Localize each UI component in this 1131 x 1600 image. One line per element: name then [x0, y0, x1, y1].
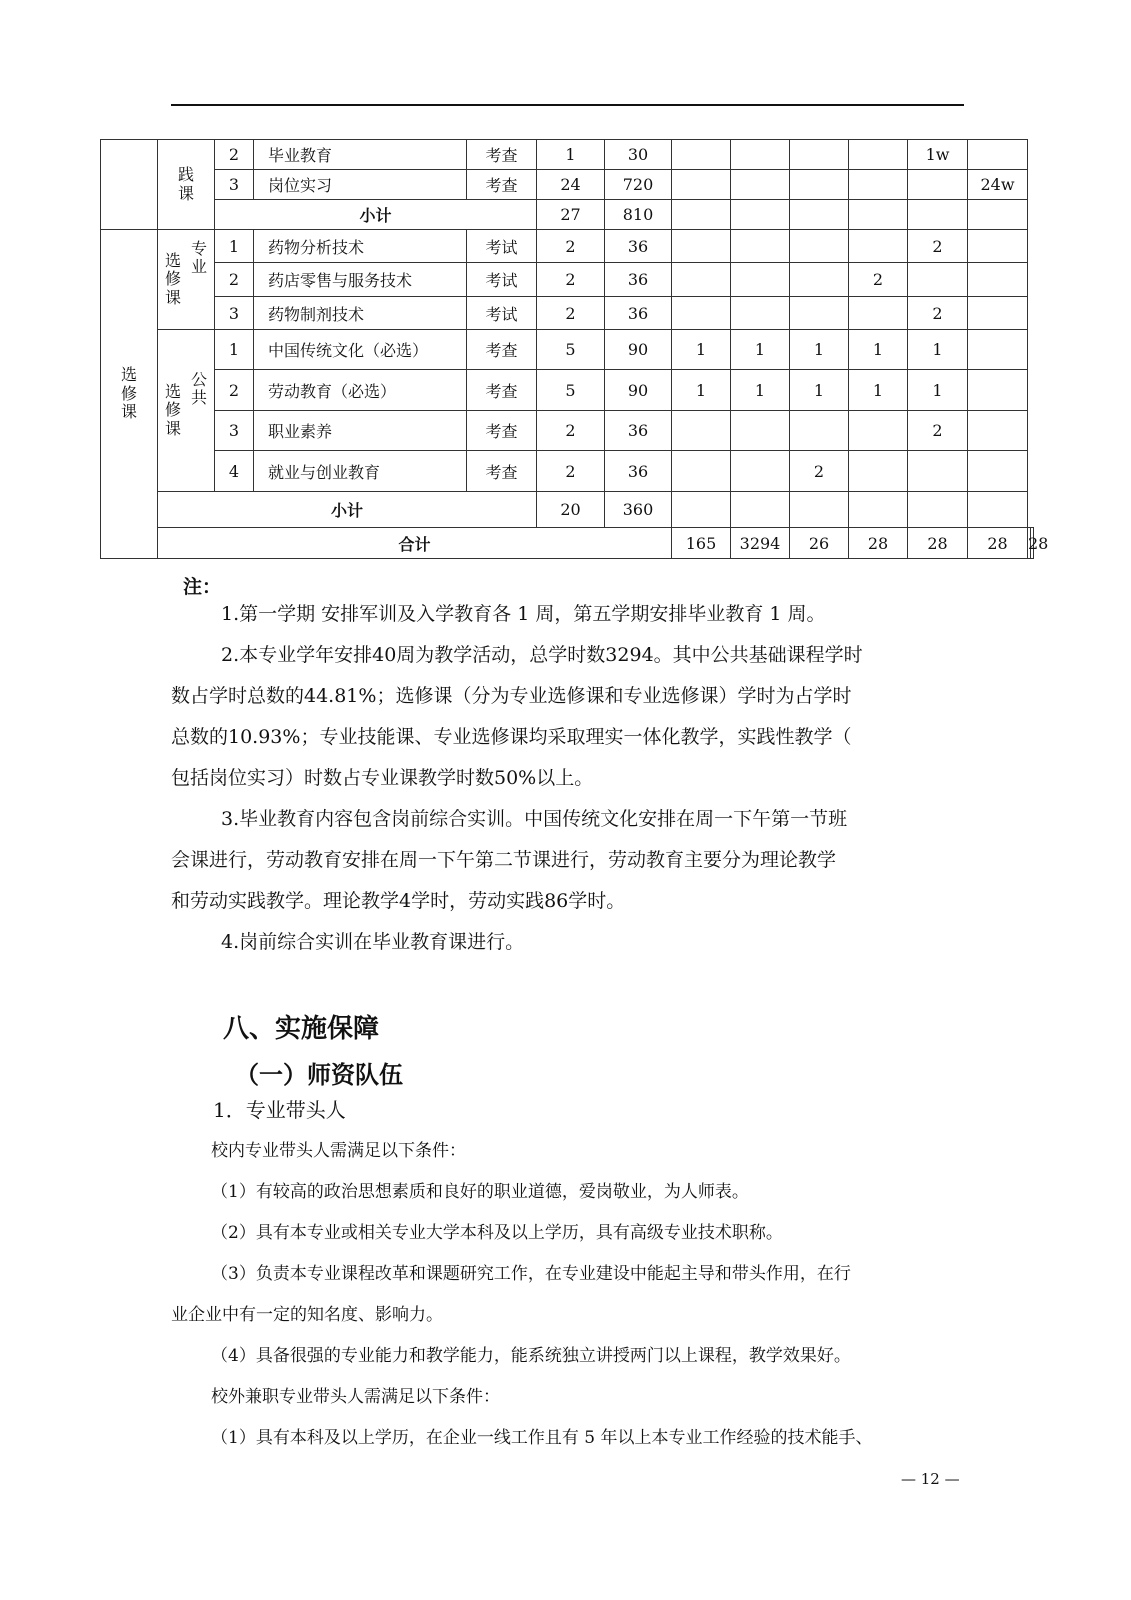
semester-cell: 1w [908, 140, 968, 170]
body-paragraph: （2）具有本专业或相关专业大学本科及以上学历，具有高级专业技术职称。 [211, 1223, 783, 1243]
credits-cell: 20 [537, 492, 605, 528]
semester-cell: 1 [672, 370, 731, 411]
semester-cell [672, 230, 731, 263]
note-line: 2.本专业学年安排40周为教学活动，总学时数3294。其中公共基础课程学时 [221, 644, 863, 666]
header-rule [171, 104, 964, 106]
semester-cell: 1 [731, 330, 790, 370]
assessment-cell: 考查 [467, 370, 537, 411]
credits-cell: 2 [537, 451, 605, 492]
hours-cell: 3294 [731, 528, 790, 559]
semester-cell: 28 [908, 528, 968, 559]
body-paragraph: 校内专业带头人需满足以下条件： [211, 1141, 466, 1161]
semester-cell [672, 263, 731, 297]
course-name-cell: 岗位实习 [254, 170, 467, 200]
hours-cell: 90 [605, 370, 672, 411]
course-name-cell: 毕业教育 [254, 140, 467, 170]
table-row [101, 411, 1034, 451]
semester-cell: 28 [849, 528, 908, 559]
assessment-cell: 考查 [467, 451, 537, 492]
semester-cell [731, 140, 790, 170]
semester-cell [672, 200, 731, 230]
row-number-cell: 1 [215, 230, 254, 263]
body-paragraph: 校外兼职专业带头人需满足以下条件： [211, 1387, 500, 1407]
semester-cell [672, 451, 731, 492]
semester-cell [968, 370, 1028, 411]
course-schedule-table [100, 139, 1049, 559]
credits-cell: 5 [537, 370, 605, 411]
semester-cell [968, 230, 1028, 263]
table-row [101, 451, 1034, 492]
semester-cell: 1 [731, 370, 790, 411]
semester-cell: 1 [908, 370, 968, 411]
semester-cell [968, 140, 1028, 170]
semester-cell [731, 411, 790, 451]
practice-category-cell: 践 课 [158, 140, 215, 230]
course-name-cell: 药物分析技术 [254, 230, 467, 263]
semester-cell [908, 263, 968, 297]
sub-subsection-heading: 1．专业带头人 [213, 1098, 346, 1122]
course-name-cell: 劳动教育（必选） [254, 370, 467, 411]
semester-cell [849, 451, 908, 492]
body-paragraph: （4）具备很强的专业能力和教学能力，能系统独立讲授两门以上课程，教学效果好。 [211, 1346, 851, 1366]
semester-cell: 26 [790, 528, 849, 559]
semester-cell [849, 140, 908, 170]
semester-cell: 1 [790, 370, 849, 411]
total-row [101, 528, 1034, 559]
credits-cell: 1 [537, 140, 605, 170]
course-name-cell: 职业素养 [254, 411, 467, 451]
professional-elective-label: 选 修 课 专 业 [158, 230, 215, 330]
table-row [101, 170, 1034, 200]
hours-cell: 720 [605, 170, 672, 200]
body-paragraph: （1）有较高的政治思想素质和良好的职业道德，爱岗敬业，为人师表。 [211, 1182, 749, 1202]
semester-cell [731, 263, 790, 297]
note-line: 包括岗位实习）时数占专业课教学时数50%以上。 [171, 767, 594, 789]
page-number: — 12 — [901, 1470, 960, 1488]
semester-cell [672, 170, 731, 200]
semester-cell: 1 [790, 330, 849, 370]
semester-cell: 2 [849, 263, 908, 297]
semester-cell [672, 140, 731, 170]
semester-cell [968, 330, 1028, 370]
assessment-cell: 考查 [467, 170, 537, 200]
semester-cell [908, 492, 968, 528]
assessment-cell: 考查 [467, 330, 537, 370]
semester-cell [968, 200, 1028, 230]
total-label: 合计 [158, 528, 672, 559]
hours-cell: 36 [605, 230, 672, 263]
semester-cell [849, 200, 908, 230]
semester-cell [731, 200, 790, 230]
semester-cell [968, 297, 1028, 330]
row-number-cell: 2 [215, 140, 254, 170]
semester-cell: 28 [1028, 528, 1031, 559]
semester-cell [968, 451, 1028, 492]
credits-cell: 27 [537, 200, 605, 230]
note-line: 总数的10.93%；专业技能课、专业选修课均采取理实一体化教学，实践性教学（ [171, 726, 852, 748]
table-row [101, 297, 1034, 330]
note-line: 会课进行，劳动教育安排在周一下午第二节课进行，劳动教育主要分为理论教学 [171, 849, 837, 871]
row-number-cell: 3 [215, 170, 254, 200]
course-name-cell: 药店零售与服务技术 [254, 263, 467, 297]
credits-cell: 2 [537, 297, 605, 330]
semester-cell [790, 263, 849, 297]
credits-cell: 2 [537, 263, 605, 297]
table-row [101, 230, 1034, 263]
semester-cell [672, 492, 731, 528]
course-name-cell: 就业与创业教育 [254, 451, 467, 492]
credits-cell: 24 [537, 170, 605, 200]
semester-cell: 24w [968, 170, 1028, 200]
section-heading: 八、实施保障 [223, 1014, 380, 1044]
table-row [101, 370, 1034, 411]
semester-cell [849, 230, 908, 263]
semester-cell [790, 200, 849, 230]
semester-cell: 2 [908, 297, 968, 330]
semester-cell [849, 411, 908, 451]
subtotal-label: 小计 [215, 200, 537, 230]
note-line: 数占学时总数的44.81%；选修课（分为专业选修课和专业选修课）学时为占学时 [171, 685, 852, 707]
elective-category-cell: 选 修 课 [101, 230, 158, 559]
hours-cell: 36 [605, 297, 672, 330]
subsection-heading: （一）师资队伍 [235, 1061, 403, 1089]
hours-cell: 810 [605, 200, 672, 230]
body-paragraph: （3）负责本专业课程改革和课题研究工作，在专业建设中能起主导和带头作用，在行 [211, 1264, 851, 1284]
semester-cell [731, 451, 790, 492]
assessment-cell: 考试 [467, 263, 537, 297]
row-number-cell: 4 [215, 451, 254, 492]
semester-cell [968, 263, 1028, 297]
hours-cell: 360 [605, 492, 672, 528]
body-paragraph: 业企业中有一定的知名度、影响力。 [171, 1305, 443, 1325]
hours-cell: 90 [605, 330, 672, 370]
assessment-cell: 考试 [467, 297, 537, 330]
semester-cell: 2 [908, 411, 968, 451]
semester-cell [790, 230, 849, 263]
assessment-cell: 考查 [467, 411, 537, 451]
semester-cell [908, 170, 968, 200]
row-number-cell: 2 [215, 263, 254, 297]
note-line: 3.毕业教育内容包含岗前综合实训。中国传统文化安排在周一下午第一节班 [221, 808, 848, 830]
body-paragraph: （1）具有本科及以上学历，在企业一线工作且有 5 年以上本专业工作经验的技术能手、 [211, 1428, 873, 1448]
category-cell [101, 140, 158, 230]
hours-cell: 36 [605, 263, 672, 297]
credits-cell: 2 [537, 230, 605, 263]
semester-cell [790, 492, 849, 528]
hours-cell: 36 [605, 411, 672, 451]
row-number-cell: 2 [215, 370, 254, 411]
semester-cell: 2 [908, 230, 968, 263]
semester-cell: 1 [849, 370, 908, 411]
semester-cell [790, 170, 849, 200]
row-number-cell: 1 [215, 330, 254, 370]
semester-cell: 1 [849, 330, 908, 370]
course-name-cell: 中国传统文化（必选） [254, 330, 467, 370]
semester-cell [790, 297, 849, 330]
credits-cell: 2 [537, 411, 605, 451]
semester-cell [672, 297, 731, 330]
note-line: 1.第一学期 安排军训及入学教育各 1 周，第五学期安排毕业教育 1 周。 [221, 603, 826, 625]
semester-cell: 1 [672, 330, 731, 370]
row-number-cell: 3 [215, 297, 254, 330]
hours-cell: 30 [605, 140, 672, 170]
row-number-cell: 3 [215, 411, 254, 451]
semester-cell: 1 [908, 330, 968, 370]
semester-cell [790, 411, 849, 451]
semester-cell [849, 170, 908, 200]
semester-cell [908, 200, 968, 230]
credits-cell: 5 [537, 330, 605, 370]
subtotal-label: 小计 [158, 492, 537, 528]
subtotal-row [101, 492, 1034, 528]
notes-label: 注： [183, 576, 222, 598]
semester-cell [731, 492, 790, 528]
table-row [101, 263, 1034, 297]
semester-cell [731, 230, 790, 263]
semester-cell: 2 [790, 451, 849, 492]
table-row [101, 330, 1034, 370]
course-name-cell: 药物制剂技术 [254, 297, 467, 330]
table-row [101, 140, 1034, 170]
semester-cell: 28 [968, 528, 1028, 559]
assessment-cell: 考试 [467, 230, 537, 263]
note-line: 和劳动实践教学。理论教学4学时，劳动实践86学时。 [171, 890, 626, 912]
assessment-cell: 考查 [467, 140, 537, 170]
semester-cell [731, 297, 790, 330]
semester-cell [849, 297, 908, 330]
semester-cell [968, 411, 1028, 451]
hours-cell: 36 [605, 451, 672, 492]
note-line: 4.岗前综合实训在毕业教育课进行。 [221, 931, 525, 953]
semester-cell [790, 140, 849, 170]
public-elective-label: 选 修 课 公 共 [158, 330, 215, 492]
subtotal-row [101, 200, 1034, 230]
semester-cell [849, 492, 908, 528]
credits-cell: 165 [672, 528, 731, 559]
semester-cell [968, 492, 1028, 528]
semester-cell [731, 170, 790, 200]
semester-cell [908, 451, 968, 492]
semester-cell [672, 411, 731, 451]
